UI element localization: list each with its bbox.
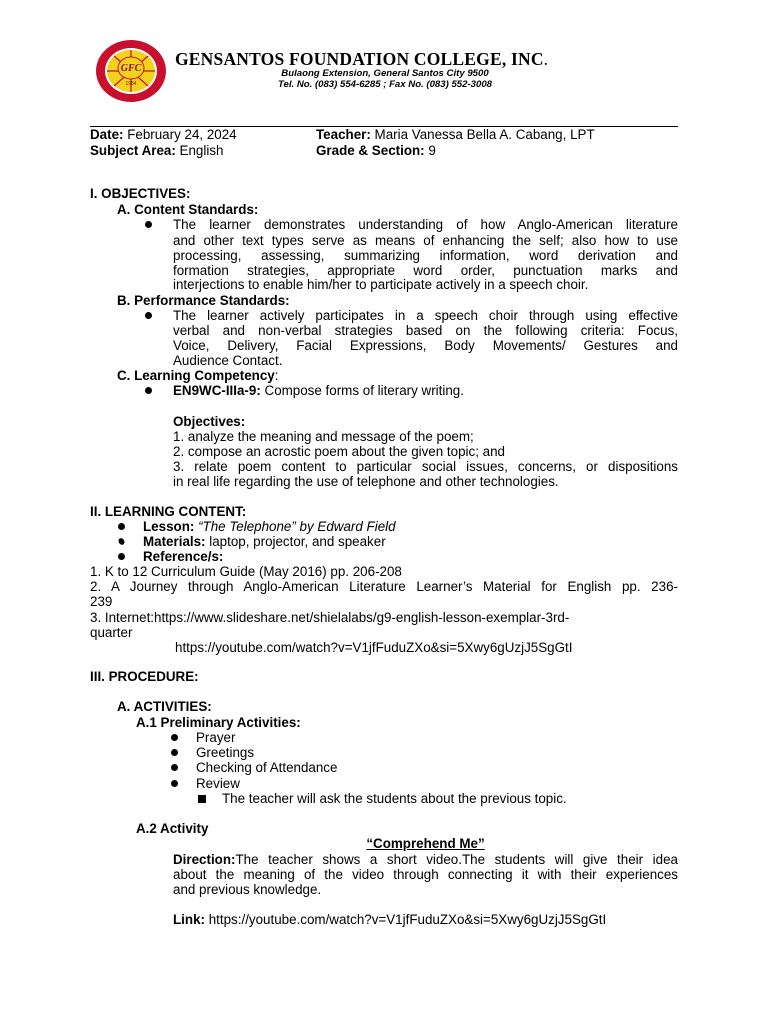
school-contact: Tel. No. (083) 554-6285 ; Fax No. (083) 552-3008 bbox=[277, 79, 492, 90]
direction-label: Direction: bbox=[173, 852, 236, 867]
competency-colon: : bbox=[274, 368, 279, 383]
bullet-icon bbox=[117, 537, 125, 546]
content-standards-line-5: interjections to enable him/her to participate actively in a speech choir. bbox=[173, 277, 589, 292]
content-standards-line-4: formation strategies, appropriate word order, punctuation marks and bbox=[173, 263, 678, 278]
reference-line-2: 2. A Journey through Anglo-American Literature Learner’s Material for English pp. 236- bbox=[90, 579, 678, 594]
competency-heading-row bbox=[117, 368, 278, 384]
direction-text-1: The teacher shows a short video.The students will give their idea bbox=[235, 852, 678, 867]
date-label: Date: bbox=[90, 127, 124, 142]
bullet-icon bbox=[118, 523, 125, 530]
school-name-text: GENSANTOS FOUNDATION COLLEGE, INC bbox=[175, 49, 544, 69]
objective-line-2: 2. compose an acrostic poem about the given topic; and bbox=[173, 444, 505, 459]
subject-row bbox=[90, 143, 223, 159]
performance-standards-line-1: The learner actively participates in a speech choir through using effective bbox=[173, 308, 678, 323]
square-bullet-icon bbox=[198, 795, 206, 803]
competency-heading: C. Learning Competency bbox=[117, 368, 275, 383]
reference-line-4: 3. Internet:https://www.slideshare.net/shielalabs/g9-english-lesson-exemplar-3rd- bbox=[90, 610, 570, 625]
school-address: Bulaong Extension, General Santos City 9500 bbox=[281, 68, 489, 79]
performance-standards-line-4: Audience Contact. bbox=[173, 353, 283, 368]
reference-label: Reference/s: bbox=[143, 549, 224, 564]
competency-code: EN9WC-IIIa-9: bbox=[173, 383, 261, 398]
logo-text: GFC bbox=[120, 63, 142, 74]
date-row bbox=[90, 127, 237, 143]
teacher-value: Maria Vanessa Bella A. Cabang, LPT bbox=[370, 127, 595, 142]
reference-link[interactable]: https://youtube.com/watch?v=V1jfFuduZXo&si=5Xwy6gUzjJ5SgGtI bbox=[175, 640, 573, 655]
bullet-icon bbox=[171, 749, 178, 756]
reference-line-1: 1. K to 12 Curriculum Guide (May 2016) pp. 206-208 bbox=[90, 564, 402, 579]
competency-text: Compose forms of literary writing. bbox=[260, 383, 464, 398]
bullet-icon bbox=[145, 312, 152, 319]
lesson-row bbox=[143, 519, 396, 535]
materials-label: Materials: bbox=[143, 534, 206, 549]
bullet-icon bbox=[118, 553, 125, 560]
bullet-icon bbox=[145, 221, 152, 228]
materials-value: laptop, projector, and speaker bbox=[205, 534, 386, 549]
teacher-label: Teacher: bbox=[316, 127, 371, 142]
preliminary-item-3: Checking of Attendance bbox=[196, 760, 338, 775]
school-logo bbox=[94, 38, 168, 104]
bullet-icon bbox=[171, 764, 178, 771]
preliminary-item-1: Prayer bbox=[196, 730, 236, 745]
school-name-suffix: . bbox=[543, 49, 549, 69]
grade-value: 9 bbox=[424, 143, 436, 158]
reference-line-5: quarter bbox=[90, 625, 133, 640]
direction-line-3: and previous knowledge. bbox=[173, 882, 322, 897]
bullet-icon bbox=[145, 387, 152, 394]
objective-line-1: 1. analyze the meaning and message of the poem; bbox=[173, 429, 474, 444]
objective-line-4: in real life regarding the use of telephone and other technologies. bbox=[173, 474, 559, 489]
logo-seal-icon bbox=[94, 38, 168, 104]
direction-line-2: about the meaning of the video through connecting it with their experiences bbox=[173, 867, 678, 882]
subject-label: Subject Area: bbox=[90, 143, 176, 158]
objectives-heading: I. OBJECTIVES: bbox=[90, 186, 191, 201]
content-standards-line-2: and other text types serve as means of enhancing the self; also how to use bbox=[173, 233, 678, 248]
performance-standards-line-3: Voice, Delivery, Facial Expressions, Body Movements/ Gestures and bbox=[173, 338, 678, 353]
activity-title: “Comprehend Me” bbox=[366, 836, 485, 851]
learning-content-heading: II. LEARNING CONTENT: bbox=[90, 504, 247, 519]
lesson-value: “The Telephone” by Edward Field bbox=[194, 519, 396, 534]
activity-heading: A.2 Activity bbox=[136, 821, 209, 836]
grade-row bbox=[316, 143, 436, 159]
lesson-label: Lesson: bbox=[143, 519, 195, 534]
content-standards-line-3: processing, assessing, summarizing information, word derivation and bbox=[173, 248, 678, 263]
content-standards-line-1: The learner demonstrates understanding of how Anglo-American literature bbox=[173, 217, 678, 232]
materials-row bbox=[143, 534, 386, 550]
grade-label: Grade & Section: bbox=[316, 143, 425, 158]
objectives-label: Objectives: bbox=[173, 414, 246, 429]
preliminary-item-4: Review bbox=[196, 776, 240, 791]
activity-link[interactable]: https://youtube.com/watch?v=V1jfFuduZXo&si=5Xwy6gUzjJ5SgGtI bbox=[205, 912, 607, 927]
procedure-heading: III. PROCEDURE: bbox=[90, 669, 199, 684]
activity-link-row bbox=[173, 912, 606, 928]
date-value: February 24, 2024 bbox=[123, 127, 237, 142]
reference-line-3: 239 bbox=[90, 594, 113, 609]
bullet-icon bbox=[171, 734, 178, 741]
teacher-row bbox=[316, 127, 595, 143]
logo-year: 1984 bbox=[125, 81, 137, 87]
content-standards-heading: A. Content Standards: bbox=[117, 202, 259, 217]
link-label: Link: bbox=[173, 912, 205, 927]
performance-standards-heading: B. Performance Standards: bbox=[117, 293, 290, 308]
performance-standards-line-2: verbal and non-verbal strategies based on the following criteria: Focus, bbox=[173, 323, 678, 338]
review-sub-item: The teacher will ask the students about the previous topic. bbox=[222, 791, 567, 806]
preliminary-item-2: Greetings bbox=[196, 745, 255, 760]
competency-row bbox=[173, 383, 464, 399]
bullet-icon bbox=[171, 780, 178, 787]
objective-line-3: 3. relate poem content to particular social issues, concerns, or dispositions bbox=[173, 459, 678, 474]
direction-line-1 bbox=[173, 852, 678, 868]
activities-heading: A. ACTIVITIES: bbox=[117, 699, 212, 714]
subject-value: English bbox=[175, 143, 224, 158]
preliminary-heading: A.1 Preliminary Activities: bbox=[136, 715, 301, 730]
